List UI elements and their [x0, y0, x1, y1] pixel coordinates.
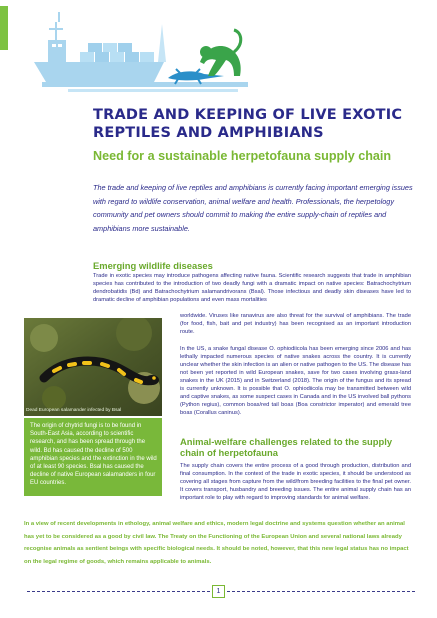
- heading-emerging-diseases: Emerging wildlife diseases: [93, 260, 213, 271]
- snake-fungal-paragraph: In the US, a snake fungal disease O. ophiodiicola has been emerging since 2006 and has lethally impacted numerous species of native snakes across the country. It is currently unclear whether the skin infection is an alien or native pathogen to the US. The disease has not been yet reported in wild European snakes, save for two cases involving grass-land snakes in the UK (2015) and in Switzerland (2018). The origin of the fungus and its spread is currently unknown. It is possible that O. ophiodiicola may be transmitted between wild and captive snakes, as some suspect cases in Canada and in the US involved ball pythons (Python regius), common boas/red tail boas (Boa constrictor imperator) and emerald tree boas (Corallus caninus).: [180, 346, 411, 416]
- page-number: 1: [212, 585, 225, 598]
- page-title: TRADE AND KEEPING OF LIVE EXOTIC REPTILES AND AMPHIBIANS: [93, 107, 403, 141]
- salamander-photo: [24, 318, 162, 416]
- supply-chain-paragraph: The supply chain covers the entire process of a good through production, distribution and final consumption. In the context of the trade in exotic species, it should be understood as covering all stages from capture from the wild/from breeding facilities to the final pet owner. It covers transport, husbandry and breeding issues. The entire animal supply chain has an important role to play with regard to improving standards for animal welfare.: [180, 463, 411, 501]
- chytrid-fact-box: [24, 418, 162, 496]
- photo-caption: Dead European salamander infected by Bsal: [26, 408, 122, 413]
- emerging-paragraph: Trade in exotic species may introduce pathogens affecting native fauna. Scientific research suggests that trade in amphibian species has contributed to the introduction of two deadly fungi with a dramatic impact on native species: Batrachochytrium dendrobatidis (Bd) and Batrachochytrium salamandrivorans (Bsal). Those infectious and deadly skin diseases have led to dramatic decline of amphibian populations and even mass mortalities: [93, 273, 411, 303]
- page-subtitle: Need for a sustainable herpetofauna supply chain: [93, 149, 392, 163]
- chytrid-fact-text: The origin of chytrid fungi is to be found in South-East Asia, according to scientific research, and has been spread through the wild. Bd has caused the decline of 500 amphibian species and the extinction in the wild of at least 90 species. Bsal has caused the decline of native European salamanders in four EU countries.: [30, 423, 157, 487]
- emerging-paragraph-continued: worldwide. Viruses like ranavirus are also threat for the survival of amphibians. The trade (for food, fish, bait and pet industry) has been recognised as an important introduction route.: [180, 313, 411, 335]
- cargo-ship-illustration: [28, 8, 248, 96]
- intro-paragraph: The trade and keeping of live reptiles and amphibians is currently facing important emerging issues with regard to wildlife conservation, animal welfare and health. Professionals, the herpetology community and pet owners should commit to making the entire supply-chain of reptiles and amphibians more sustainable.: [93, 183, 413, 233]
- accent-bar: [0, 6, 8, 50]
- legal-status-note: In a view of recent developments in ethology, animal welfare and ethics, modern legal doctrine and systems question whether an animal has yet to be considered as a good by civil law. The Treaty on the Functioning of the European Union and several national laws already recognise animals as sentient beings with specific biological needs. It should be noted, however, that this new legal status has no impact on the legal regime of goods, which remains applicable to animals.: [24, 521, 409, 565]
- heading-animal-welfare: Animal-welfare challenges related to the supply chain of herpetofauna: [180, 436, 393, 458]
